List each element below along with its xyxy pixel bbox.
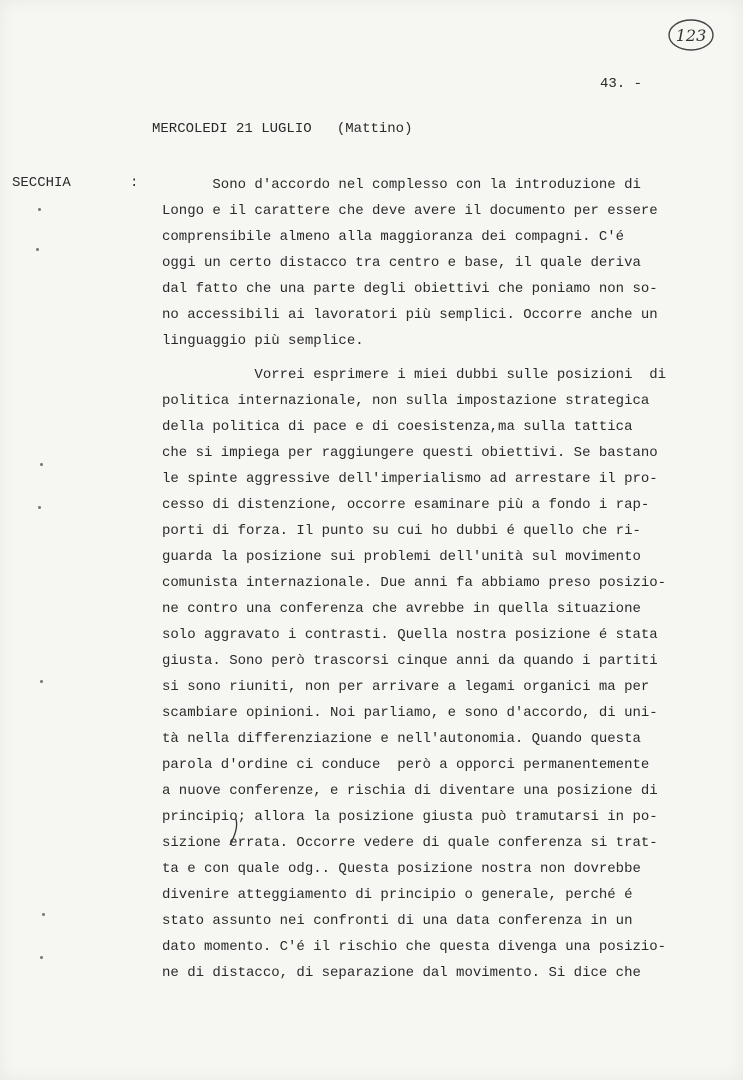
text-line: comprensibile almeno alla maggioranza dei compagni. C'é (162, 229, 625, 245)
pen-mark-icon (228, 817, 240, 847)
text-line: si sono riuniti, non per arrivare a legami organici ma per (162, 679, 650, 695)
text-line: cesso di distenzione, occorre esaminare più a fondo i rap- (162, 497, 650, 513)
text-line: sizione errata. Occorre vedere di quale conferenza si trat- (162, 835, 658, 851)
stamp-number: 123 (675, 25, 707, 45)
text-line: Longo e il carattere che deve avere il documento per essere (162, 203, 658, 219)
text-line: guarda la posizione sui problemi dell'unità sul movimento (162, 549, 641, 565)
session-time: (Mattino) (336, 121, 413, 137)
text-line: Vorrei esprimere i miei dubbi sulle posizioni di (162, 367, 667, 383)
text-line: porti di forza. Il punto su cui ho dubbi é quello che ri- (162, 523, 641, 539)
text-line: oggi un certo distacco tra centro e base, il quale deriva (162, 255, 641, 271)
margin-dot (42, 913, 45, 916)
margin-dot (40, 463, 43, 466)
text-line: scambiare opinioni. Noi parliamo, e sono d'accordo, di uni- (162, 705, 658, 721)
archive-stamp (666, 18, 716, 52)
text-line: della politica di pace e di coesistenza,ma sulla tattica (162, 419, 633, 435)
text-line: parola d'ordine ci conduce però a opporci permanentemente (162, 757, 650, 773)
margin-dot (40, 956, 43, 959)
margin-dot (38, 208, 41, 211)
text-line: principio; allora la posizione giusta può tramutarsi in po- (162, 809, 658, 825)
text-line: divenire atteggiamento di principio o generale, perché é (162, 887, 633, 903)
text-line: tà nella differenziazione e nell'autonomia. Quando questa (162, 731, 641, 747)
margin-dot (38, 506, 41, 509)
speaker-name: SECCHIA (12, 175, 71, 191)
speaker-colon: : (130, 175, 139, 191)
text-line: stato assunto nei confronti di una data conferenza in un (162, 913, 633, 929)
text-line: ta e con quale odg.. Questa posizione nostra non dovrebbe (162, 861, 641, 877)
text-line: comunista internazionale. Due anni fa abbiamo preso posizio- (162, 575, 667, 591)
margin-dot (40, 680, 43, 683)
text-line: Sono d'accordo nel complesso con la introduzione di (162, 177, 641, 193)
text-line: le spinte aggressive dell'imperialismo ad arrestare il pro- (162, 471, 658, 487)
text-line: politica internazionale, non sulla impostazione strategica (162, 393, 650, 409)
text-line: ne contro una conferenza che avrebbe in quella situazione (162, 601, 641, 617)
text-line: ne di distacco, di separazione dal movimento. Si dice che (162, 965, 641, 981)
text-line: che si impiega per raggiungere questi obiettivi. Se bastano (162, 445, 658, 461)
text-line: dato momento. C'é il rischio che questa divenga una posizio- (162, 939, 667, 955)
session-date: MERCOLEDI 21 LUGLIO (152, 121, 312, 137)
text-line: dal fatto che una parte degli obiettivi che poniamo non so- (162, 281, 658, 297)
text-line: linguaggio più semplice. (162, 333, 364, 349)
text-line: giusta. Sono però trascorsi cinque anni da quando i partiti (162, 653, 658, 669)
session-header (152, 121, 412, 137)
margin-dot (36, 248, 39, 251)
text-line: no accessibili ai lavoratori più semplici. Occorre anche un (162, 307, 658, 323)
text-line: solo aggravato i contrasti. Quella nostra posizione é stata (162, 627, 658, 643)
page-number: 43. - (600, 76, 643, 92)
text-line: a nuove conferenze, e rischia di diventare una posizione di (162, 783, 658, 799)
